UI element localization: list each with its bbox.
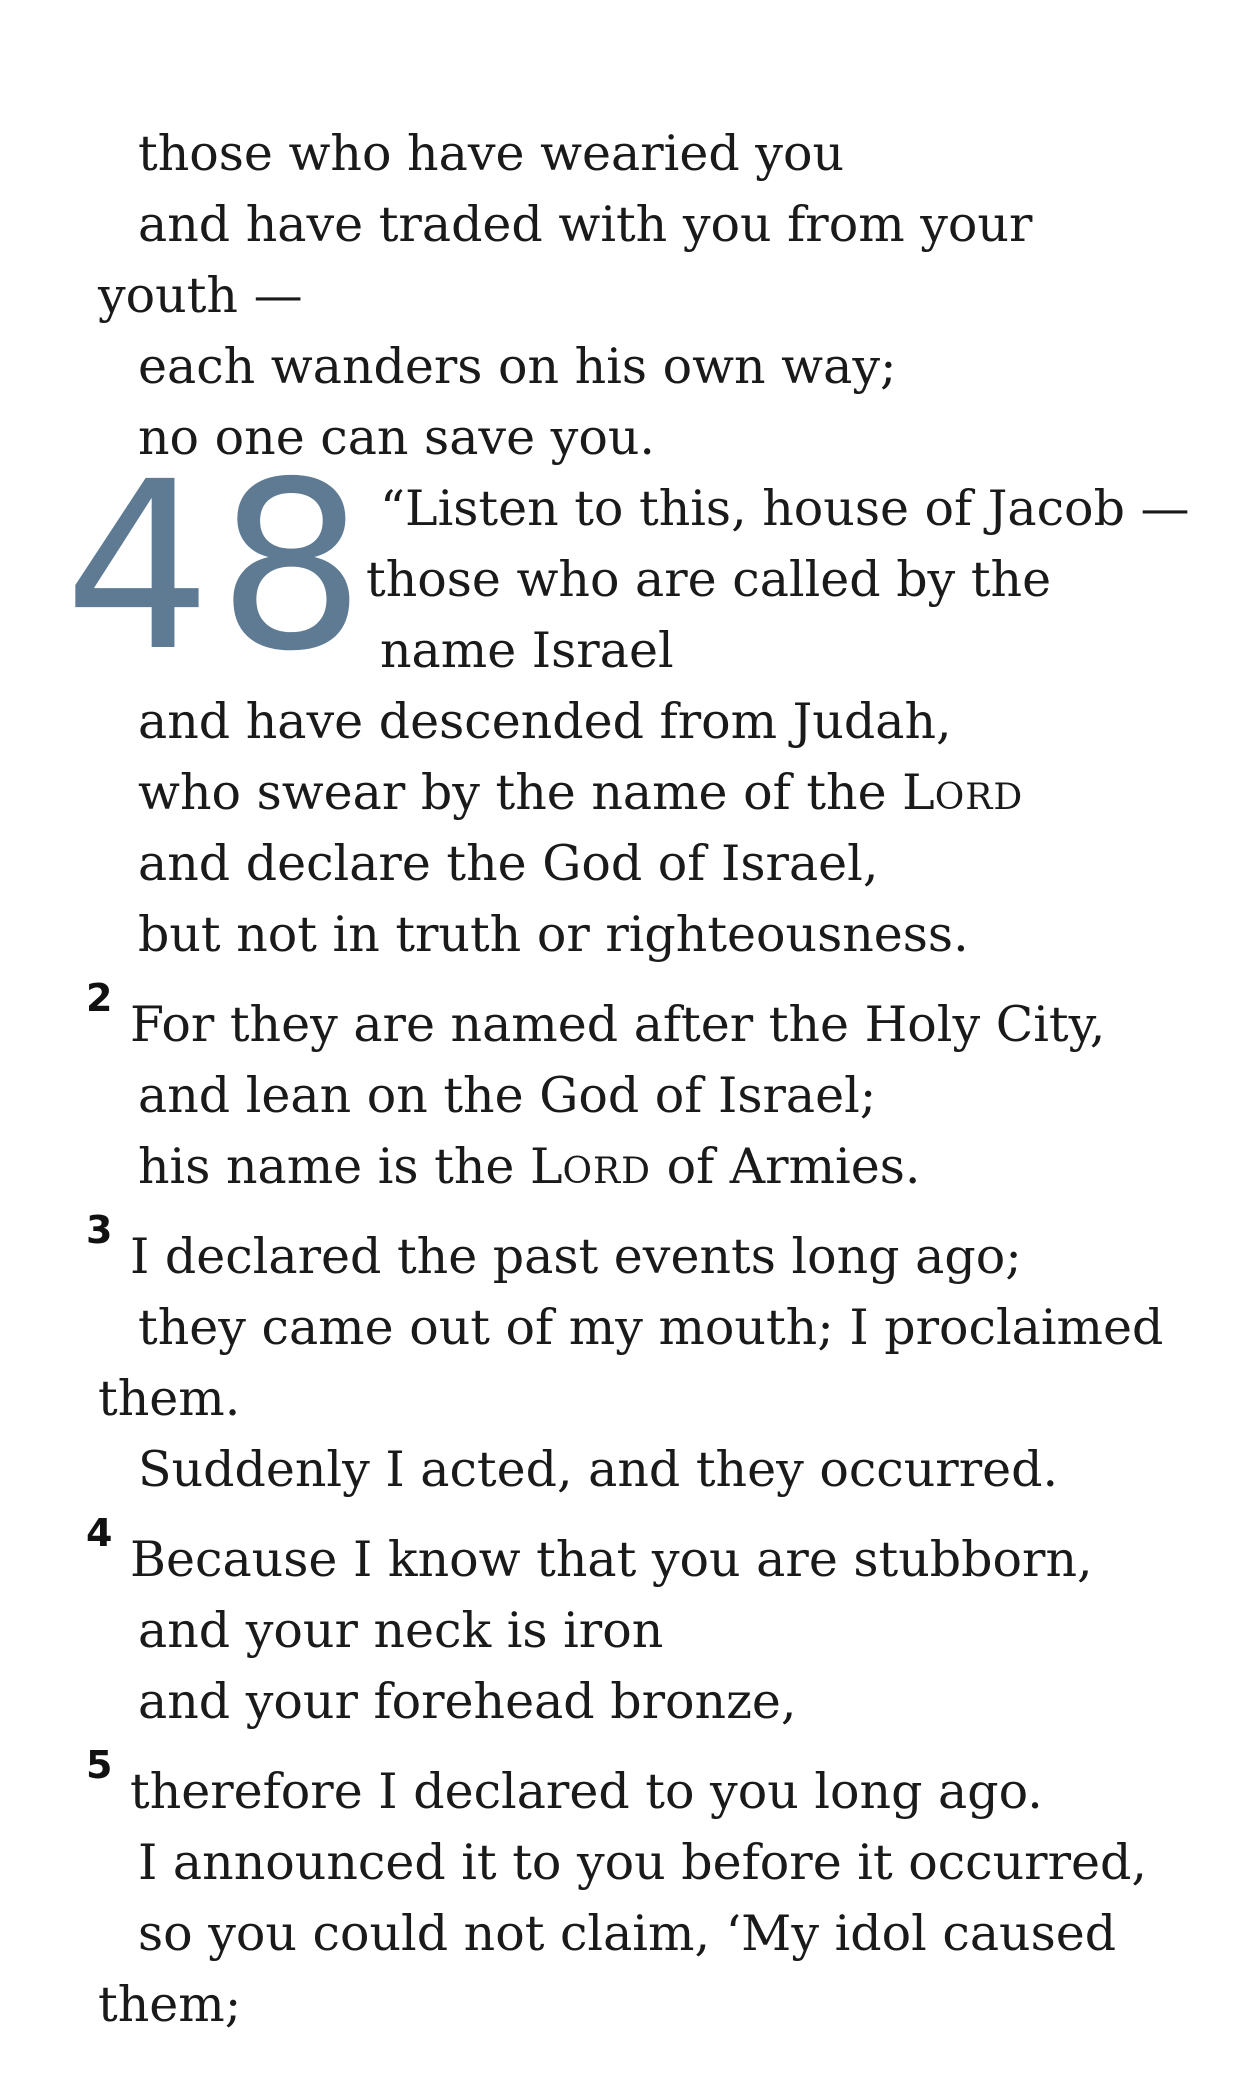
text-line xyxy=(138,1137,920,1202)
text-line: therefore I declared to you long ago. xyxy=(130,1763,1043,1820)
text-line: they came out of my mouth; I proclaimed xyxy=(138,1299,1164,1356)
text-line: them; xyxy=(98,1976,242,2033)
text-line: and your forehead bronze, xyxy=(138,1673,797,1730)
chapter-number: 48 xyxy=(64,432,372,702)
text-line: name Israel xyxy=(380,622,674,679)
text-span: his name is the L xyxy=(138,1138,563,1195)
text-line: I declared the past events long ago; xyxy=(130,1228,1022,1285)
text-line: those who are called by the xyxy=(366,551,1052,608)
text-line: and have traded with you from your xyxy=(138,196,1033,253)
text-line: those who have wearied you xyxy=(138,125,845,182)
verse-number: 2 xyxy=(86,976,113,1020)
text-line: them. xyxy=(98,1370,241,1427)
text-span: of Armies. xyxy=(651,1138,921,1195)
text-line: and your neck is iron xyxy=(138,1602,664,1659)
verse-number: 5 xyxy=(86,1743,113,1787)
text-line: Because I know that you are stubborn, xyxy=(130,1531,1093,1588)
text-line xyxy=(138,763,1023,828)
text-line: so you could not claim, ‘My idol caused xyxy=(138,1905,1117,1962)
text-line: “Listen to this, house of Jacob — xyxy=(380,480,1190,537)
small-caps-text: ORD xyxy=(562,1151,651,1192)
verse-number: 4 xyxy=(86,1511,113,1555)
text-line: I announced it to you before it occurred, xyxy=(138,1834,1147,1891)
text-line: each wanders on his own way; xyxy=(138,338,897,395)
text-line: youth — xyxy=(98,267,303,324)
text-line: no one can save you. xyxy=(138,409,655,466)
text-span: who swear by the name of the L xyxy=(138,764,935,821)
text-line: but not in truth or righteousness. xyxy=(138,906,969,963)
text-line: and lean on the God of Israel; xyxy=(138,1067,877,1124)
text-line: and declare the God of Israel, xyxy=(138,835,879,892)
text-line: Suddenly I acted, and they occurred. xyxy=(138,1441,1059,1498)
text-line: For they are named after the Holy City, xyxy=(130,996,1106,1053)
verse-number: 3 xyxy=(86,1208,113,1252)
text-line: and have descended from Judah, xyxy=(138,693,952,750)
small-caps-text: ORD xyxy=(934,777,1024,818)
